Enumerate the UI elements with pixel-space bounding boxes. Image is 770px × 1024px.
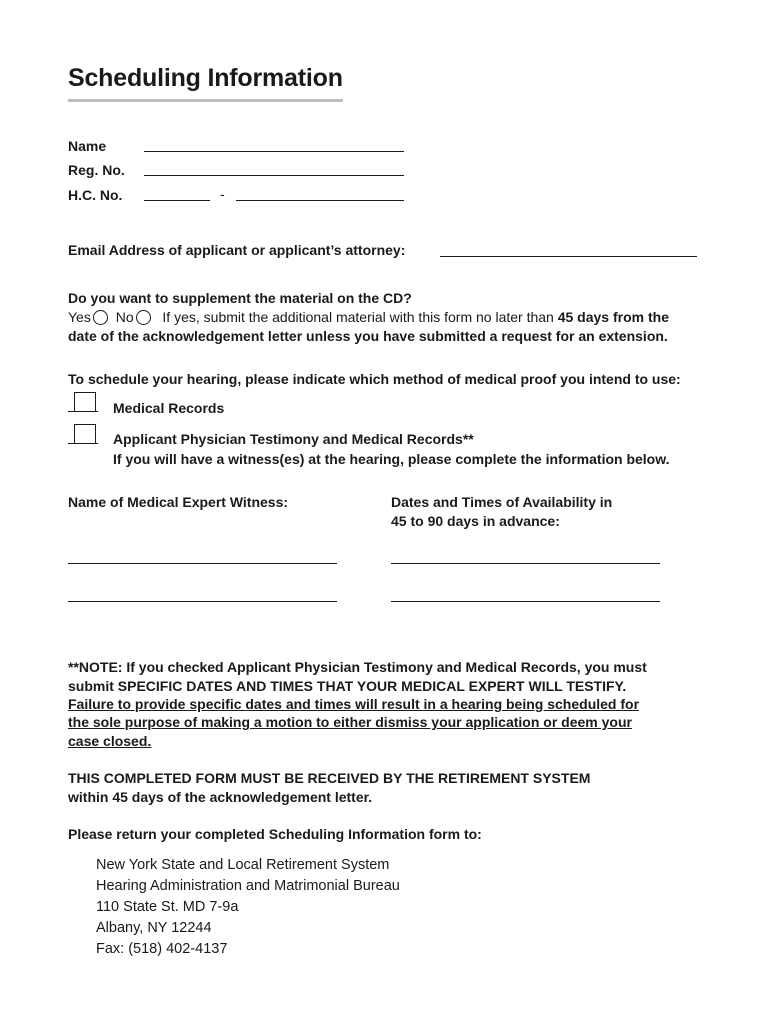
physician-testimony-label: Applicant Physician Testimony and Medical Records** [113, 431, 474, 447]
note-line-3: Failure to provide specific dates and times will result in a hearing being scheduled for [68, 696, 640, 712]
witness-name-field-2[interactable] [68, 601, 337, 602]
supplement-instruction-bold: 45 days from the [557, 309, 669, 325]
physician-testimony-checkbox[interactable] [74, 424, 96, 444]
availability-field-2[interactable] [391, 601, 660, 602]
reg-no-field[interactable] [144, 175, 404, 176]
hc-no-label: H.C. No. [68, 187, 123, 203]
supplement-question: Do you want to supplement the material on the CD? [68, 290, 412, 306]
availability-header-line1: Dates and Times of Availability in [391, 494, 613, 510]
note-line-2: submit SPECIFIC DATES AND TIMES THAT YOUR MEDICAL EXPERT WILL TESTIFY. [68, 678, 627, 694]
page-title: Scheduling Information [68, 64, 343, 102]
proof-prompt: To schedule your hearing, please indicate which method of medical proof you intend to use: [68, 371, 681, 387]
availability-header-line2: 45 to 90 days in advance: [391, 513, 560, 529]
hc-no-field-part2[interactable] [236, 200, 404, 201]
address-line-3: 110 State St. MD 7-9a [96, 899, 239, 915]
no-radio[interactable] [136, 310, 151, 325]
availability-field-1[interactable] [391, 563, 660, 564]
physician-testimony-checkbox-line [68, 443, 98, 444]
note-line-4: the sole purpose of making a motion to either dismiss your application or deem your [68, 714, 632, 730]
name-label: Name [68, 138, 107, 154]
witness-instruction: If you will have a witness(es) at the hearing, please complete the information below. [113, 451, 670, 467]
address-line-1: New York State and Local Retirement System [96, 857, 390, 873]
witness-name-header: Name of Medical Expert Witness: [68, 494, 289, 510]
email-field[interactable] [440, 256, 697, 257]
address-line-4: Albany, NY 12244 [96, 920, 212, 936]
note-line-5: case closed. [68, 733, 152, 749]
supplement-instruction-line2: date of the acknowledgement letter unless you have submitted a request for an extension. [68, 328, 668, 344]
email-label: Email Address of applicant or applicant’s attorney: [68, 242, 406, 258]
note-line-1: **NOTE: If you checked Applicant Physician Testimony and Medical Records, you must [68, 659, 647, 675]
medical-records-checkbox[interactable] [74, 392, 96, 412]
hc-no-field-part1[interactable] [144, 200, 210, 201]
address-line-2: Hearing Administration and Matrimonial Bureau [96, 878, 400, 894]
return-prompt: Please return your completed Scheduling Information form to: [68, 826, 482, 842]
deadline-line-2: within 45 days of the acknowledgement letter. [68, 789, 373, 805]
no-label: No [115, 309, 134, 325]
medical-records-checkbox-line [68, 411, 98, 412]
yes-label: Yes [68, 309, 91, 325]
deadline-line-1: THIS COMPLETED FORM MUST BE RECEIVED BY THE RETIREMENT SYSTEM [68, 770, 591, 786]
medical-records-label: Medical Records [113, 400, 225, 416]
supplement-instruction: If yes, submit the additional material with this form no later than [162, 309, 554, 325]
supplement-options-row [68, 309, 669, 325]
reg-no-label: Reg. No. [68, 162, 125, 178]
address-fax: Fax: (518) 402-4137 [96, 941, 228, 957]
name-field[interactable] [144, 151, 404, 152]
hc-no-separator: - [220, 186, 225, 202]
witness-name-field-1[interactable] [68, 563, 337, 564]
yes-radio[interactable] [93, 310, 108, 325]
